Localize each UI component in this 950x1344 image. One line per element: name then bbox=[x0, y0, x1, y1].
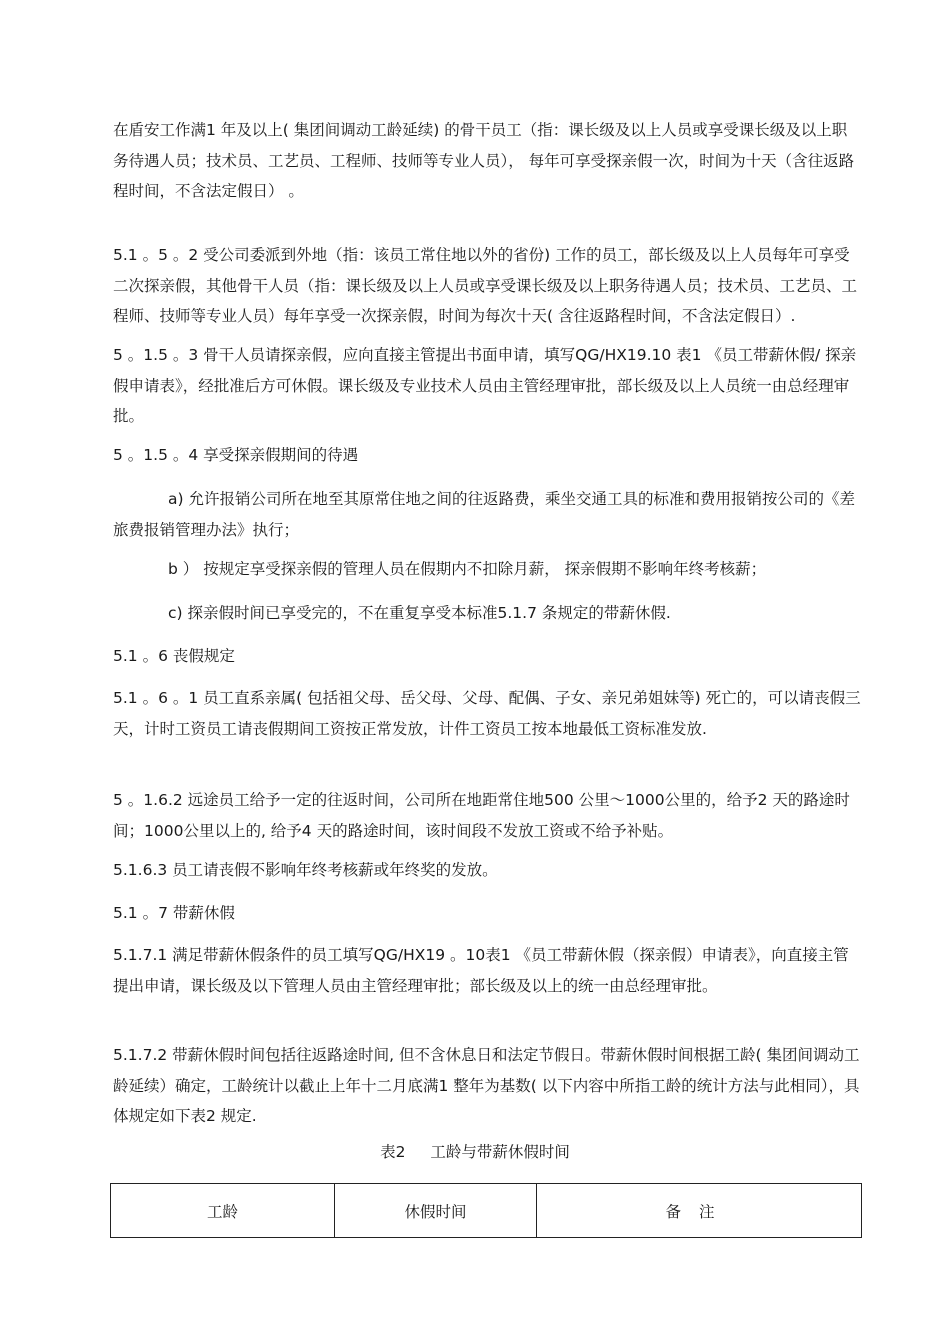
paragraph-5-1-5-4: 5 。1.5 。4 享受探亲假期间的待遇 bbox=[113, 446, 359, 464]
paragraph-5-1-6-2: 5 。1.6.2 远途员工给予一定的往返时间，公司所在地距常住地500 公里～1000公里的，给予2 天的路途时间；1000公里以上的, 给予4 天的路途时间，该时间段不发放工资或不给予补贴。 bbox=[113, 791, 850, 840]
paragraph-5-1-5-3: 5 。1.5 。3 骨干人员请探亲假，应向直接主管提出书面申请，填写QG/HX19.10 表1 《员工带薪休假/ 探亲假申请表》，经批准后方可休假。课长级及专业技术人员由主管经理审批，部长级及以上人员统一由总经理审批。 bbox=[113, 346, 857, 425]
list-item-c: c) 探亲假时间已享受完的，不在重复享受本标准5.1.7 条规定的带薪休假. bbox=[168, 604, 671, 622]
paragraph-5-1-6-1: 5.1 。6 。1 员工直系亲属( 包括祖父母、岳父母、父母、配偶、子女、亲兄弟姐妹等) 死亡的，可以请丧假三天，计时工资员工请丧假期间工资按正常发放，计件工资员工按本地最低工资标准发放. bbox=[113, 689, 861, 738]
paragraph-5-1-7-2: 5.1.7.2 带薪休假时间包括往返路途时间, 但不含休息日和法定节假日。带薪休假时间根据工龄( 集团间调动工龄延续）确定，工龄统计以截止上年十二月底满1 整年为基数( 以下内容中所指工龄的统计方法与此相同），具体规定如下表2 规定. bbox=[113, 1046, 860, 1125]
paragraph-5-1-6-3: 5.1.6.3 员工请丧假不影响年终考核薪或年终奖的发放。 bbox=[113, 861, 498, 879]
table-header-row bbox=[111, 1184, 862, 1238]
paragraph-eligibility: 在盾安工作满1 年及以上( 集团间调动工龄延续) 的骨干员工（指：课长级及以上人员或享受课长级及以上职务待遇人员；技术员、工艺员、工程师、技师等专业人员）， 每年可享受探亲假一次，时间为十天（含往返路程时间，不含法定假日） 。 bbox=[113, 121, 855, 200]
table-caption bbox=[0, 1140, 950, 1164]
table-caption-number: 表2 bbox=[380, 1143, 406, 1161]
paragraph-5-1-7-1: 5.1.7.1 满足带薪休假条件的员工填写QG/HX19 。10表1 《员工带薪休假（探亲假）申请表》，向直接主管提出申请，课长级及以下管理人员由主管经理审批；部长级及以上的统一由总经理审批。 bbox=[113, 946, 849, 995]
heading-5-1-7: 5.1 。7 带薪休假 bbox=[113, 904, 235, 922]
column-header-leave-duration: 休假时间 bbox=[335, 1184, 537, 1238]
list-item-b: b ） 按规定享受探亲假的管理人员在假期内不扣除月薪， 探亲假期不影响年终考核薪； bbox=[168, 560, 767, 578]
seniority-leave-table bbox=[110, 1183, 862, 1238]
table-caption-title: 工龄与带薪休假时间 bbox=[430, 1143, 570, 1161]
list-item-a: a) 允许报销公司所在地至其原常住地之间的往返路费，乘坐交通工具的标准和费用报销按公司的《差旅费报销管理办法》执行； bbox=[113, 490, 855, 539]
column-header-remarks: 备注 bbox=[537, 1184, 862, 1238]
heading-5-1-6: 5.1 。6 丧假规定 bbox=[113, 647, 235, 665]
column-header-seniority: 工龄 bbox=[111, 1184, 335, 1238]
paragraph-5-1-5-2: 5.1 。5 。2 受公司委派到外地（指：该员工常住地以外的省份) 工作的员工，部长级及以上人员每年可享受二次探亲假，其他骨干人员（指：课长级及以上人员或享受课长级及以上职务待遇人员；技术员、工艺员、工程师、技师等专业人员）每年享受一次探亲假，时间为每次十天( 含往返路程时间，不含法定假日）. bbox=[113, 246, 858, 325]
